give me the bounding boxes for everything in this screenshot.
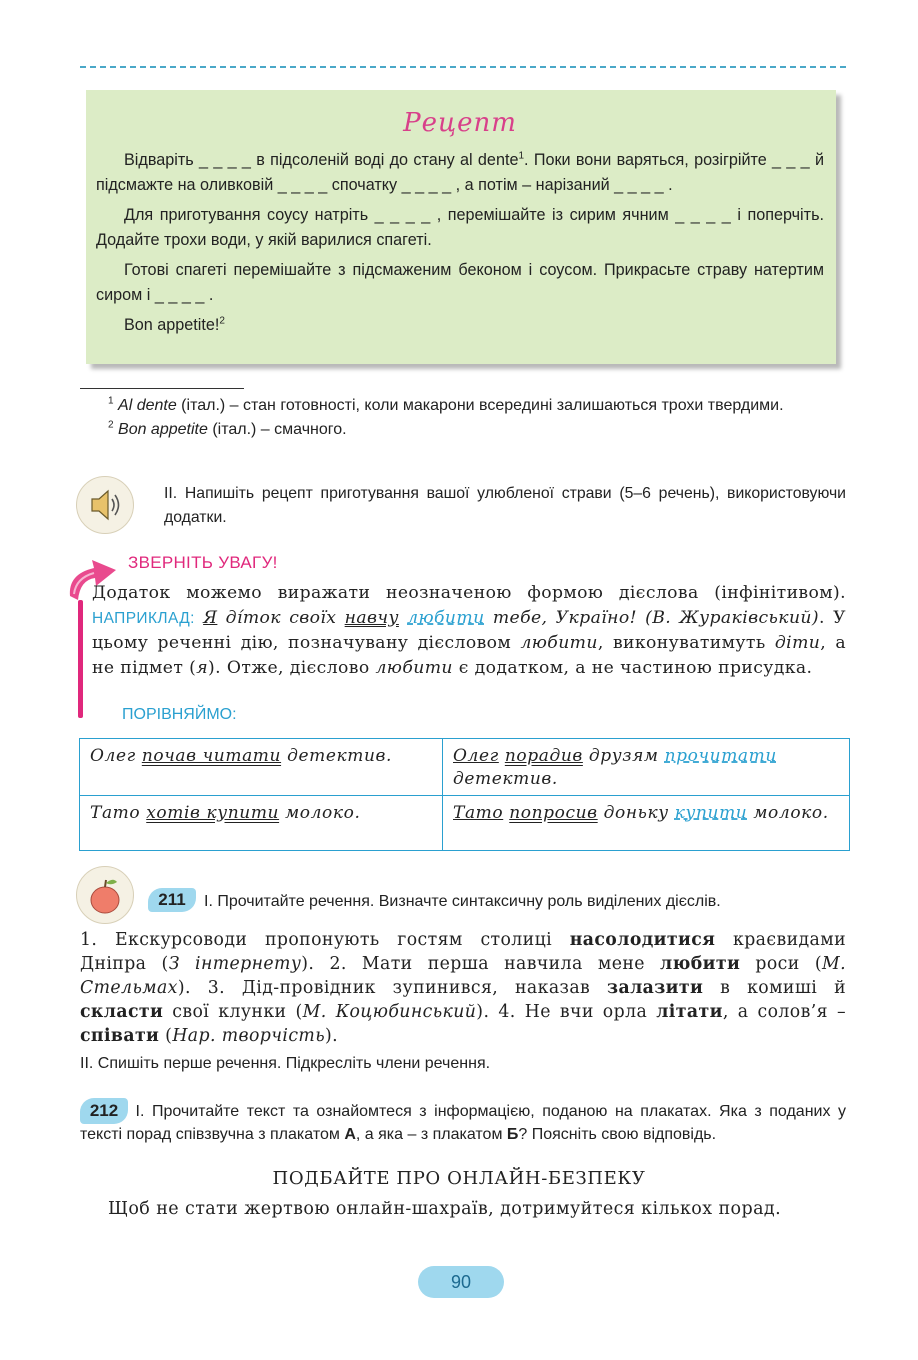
footnote-text: (італ.) – смачного. bbox=[207, 421, 347, 438]
example-label: НАПРИКЛАД: bbox=[92, 609, 195, 627]
table-row bbox=[80, 796, 850, 851]
sentence-source: М. Коцюбинський bbox=[302, 1002, 477, 1022]
sentence-text: 1. Екскурсоводи пропонують гостям столиці bbox=[80, 930, 570, 950]
exercise-number-badge: 211 bbox=[148, 888, 196, 912]
example-word: тебе, Україно! bbox=[492, 607, 637, 628]
recipe-text: Bon appetite! bbox=[124, 316, 220, 334]
compare-label: ПОРІВНЯЙМО: bbox=[122, 706, 237, 723]
footnote-rule bbox=[80, 388, 244, 389]
attention-title: ЗВЕРНІТЬ УВАГУ! bbox=[128, 553, 278, 572]
exercise-211-text bbox=[80, 928, 846, 1048]
rule-text: ). Отже, дієслово bbox=[208, 657, 376, 678]
recipe-paragraph-1 bbox=[96, 148, 824, 198]
cell-object: купити bbox=[674, 803, 748, 823]
highlighted-verb: любити bbox=[660, 954, 741, 974]
footnote-2 bbox=[80, 418, 846, 442]
poster-label: А bbox=[344, 1126, 356, 1143]
sentence-text: ). 3. Дід-провідник зупинився, наказав bbox=[177, 978, 608, 998]
sentence-source: М. Стельмах bbox=[80, 954, 846, 998]
rule-text: , а не підмет ( bbox=[92, 633, 847, 678]
speaker-icon-graphic bbox=[77, 477, 133, 533]
footnote-text: (італ.) – стан готовності, коли макарони всередині залишаються трохи твердими. bbox=[176, 397, 784, 414]
table-cell bbox=[80, 796, 443, 851]
instruction-text: , а яка – з плакатом bbox=[355, 1126, 507, 1143]
footnote-1 bbox=[80, 394, 846, 418]
table-cell bbox=[80, 739, 443, 796]
table-cell bbox=[443, 739, 850, 796]
recipe-text: Відваріть _ _ _ _ в підсоленій воді до стану al dente bbox=[124, 151, 519, 169]
recipe-paragraph-3: Готові спагеті перемішайте з підсмаженим беконом і соусом. Прикрасьте страву натертим сиром і _ _ _ _ . bbox=[96, 261, 824, 304]
attention-bar bbox=[78, 600, 83, 718]
page-number: 90 bbox=[418, 1266, 504, 1298]
example-word: любити bbox=[407, 607, 485, 628]
recipe-title: Рецепт bbox=[403, 108, 517, 138]
highlighted-verb: скласти bbox=[80, 1002, 164, 1022]
recipe-box bbox=[86, 90, 836, 364]
cell-text: детектив. bbox=[453, 769, 558, 789]
sentence-text: роси ( bbox=[740, 954, 822, 974]
recipe-paragraph-2: Для приготування соусу натріть _ _ _ _ , перемішайте із сирим ячним _ _ _ _ і поперчіть. Додайте трохи води, у якій варилися спагеті. bbox=[96, 206, 824, 249]
sentence-source: З інтернету bbox=[168, 954, 302, 974]
rule-text: . У цьому реченні дію, позначувану дієсловом bbox=[92, 607, 846, 653]
highlighted-verb: співати bbox=[80, 1026, 160, 1046]
footnote-num: 2 bbox=[108, 419, 114, 431]
sentence-text: краєвидами Дніпра ( bbox=[80, 930, 846, 974]
cell-predicate: порадив bbox=[504, 746, 583, 766]
example-source: (В. Жураківський) bbox=[645, 607, 820, 628]
cell-text: Олег bbox=[90, 746, 142, 766]
highlighted-verb: насолодитися bbox=[569, 930, 716, 950]
table-row bbox=[80, 739, 850, 796]
top-dashed-rule bbox=[80, 66, 846, 68]
cell-subject: Тато bbox=[453, 803, 504, 823]
exercise-number-badge: 212 bbox=[80, 1098, 128, 1124]
footnote-ref: 1 bbox=[518, 150, 525, 162]
rule-word: діти bbox=[774, 633, 821, 653]
sentence-source: Нар. творчість bbox=[172, 1026, 326, 1046]
exercise-212-instruction bbox=[80, 1098, 846, 1146]
rule-text: , виконуватимуть bbox=[597, 633, 775, 653]
footnote-term: Al dente bbox=[118, 397, 177, 414]
footnotes bbox=[80, 394, 846, 442]
cell-text: детектив. bbox=[281, 746, 393, 766]
sentence-text: , а солов’я – bbox=[722, 1002, 846, 1022]
highlighted-verb: літати bbox=[656, 1002, 723, 1022]
cell-predicate: хотів купити bbox=[146, 803, 280, 823]
table-cell bbox=[443, 796, 850, 851]
rule-text: Додаток можемо виражати неозначеною формою дієслова (інфінітивом). bbox=[92, 583, 846, 603]
cell-text: доньку bbox=[597, 803, 675, 823]
rule-word: я bbox=[196, 657, 209, 678]
speaker-icon bbox=[76, 476, 134, 534]
example-word: Я bbox=[203, 607, 218, 628]
recipe-text: . Поки вони варяться, розігрійте _ _ _ й підсмажте на оливковій _ _ _ _ спочатку _ _ _ _ , а потім – нарізаний _ _ _ _ . bbox=[96, 151, 824, 194]
sentence-text: ). 2. Мати перша навчила мене bbox=[301, 954, 661, 974]
footnote-num: 1 bbox=[108, 395, 114, 407]
footnote-ref: 2 bbox=[219, 315, 225, 327]
exercise-211-task-2: II. Спишіть перше речення. Підкресліть члени речення. bbox=[80, 1055, 491, 1072]
section-heading: ПОДБАЙТЕ ПРО ОНЛАЙН-БЕЗПЕКУ bbox=[272, 1168, 646, 1189]
cell-text: друзям bbox=[582, 746, 665, 766]
cell-text: Тато bbox=[90, 803, 147, 823]
rule-word: любити bbox=[375, 657, 453, 678]
cell-text: молоко. bbox=[279, 803, 361, 823]
sentence-text: ). 4. Не вчи орла bbox=[476, 1002, 657, 1022]
cell-predicate: почав читати bbox=[141, 746, 282, 766]
footnote-term: Bon appetite bbox=[118, 421, 208, 438]
exercise-instruction: I. Прочитайте речення. Визначте синтаксичну роль виділених дієслів. bbox=[204, 893, 721, 910]
rule-word: любити bbox=[520, 633, 598, 653]
body-text: Щоб не стати жертвою онлайн-шахраїв, дотримуйтеся кількох порад. bbox=[108, 1199, 782, 1219]
highlighted-verb: залазити bbox=[607, 978, 704, 998]
instruction-text: ? Поясніть свою відповідь. bbox=[518, 1126, 717, 1143]
sentence-text: в комиші й bbox=[703, 978, 846, 998]
compare-table bbox=[79, 738, 850, 851]
cell-subject: Олег bbox=[453, 746, 499, 766]
poster-label: Б bbox=[506, 1126, 519, 1143]
cell-predicate: попросив bbox=[509, 803, 598, 823]
apple-icon-graphic bbox=[77, 867, 133, 923]
sentence-text: ). bbox=[325, 1026, 339, 1046]
rule-text: є додатком, а не частиною присудка. bbox=[452, 657, 813, 678]
apple-icon bbox=[76, 866, 134, 924]
attention-rule-text bbox=[92, 581, 846, 680]
sentence-text: ( bbox=[159, 1026, 173, 1046]
cell-object: прочитати bbox=[664, 746, 777, 766]
recipe-paragraph-4 bbox=[96, 313, 824, 338]
example-word: навчу bbox=[344, 607, 399, 628]
instruction-text: I. Прочитайте текст та ознайомтеся з інформацією, поданою на плакатах. Яка з поданих у тексті порад співзвучна з плакатом bbox=[80, 1103, 846, 1143]
sentence-text: свої клунки ( bbox=[163, 1002, 303, 1022]
example-word: ді́ток своїх bbox=[225, 607, 337, 628]
cell-text: молоко. bbox=[747, 803, 829, 823]
task-write-recipe: II. Напишіть рецепт приготування вашої улюбленої страви (5–6 речень), використовуючи додатки. bbox=[164, 485, 846, 526]
